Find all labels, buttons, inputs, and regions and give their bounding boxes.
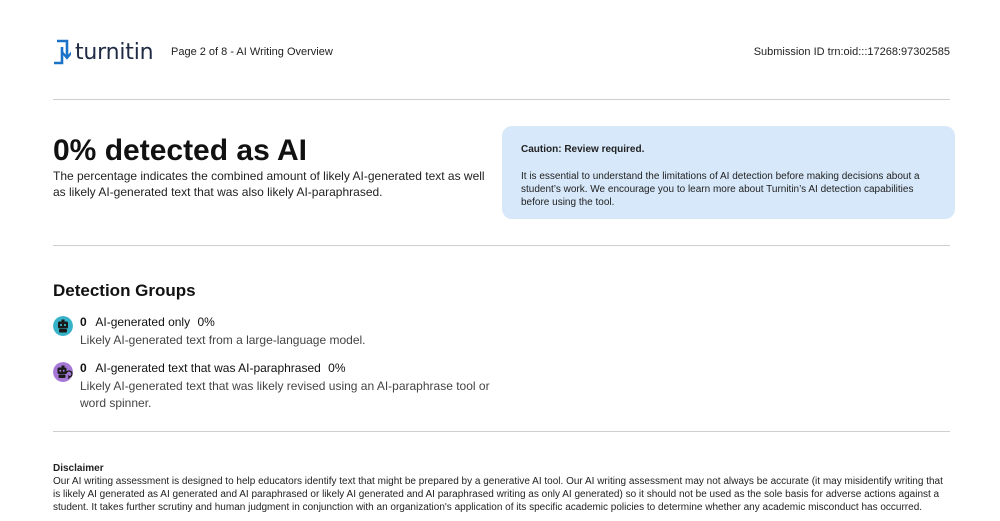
group-description: Likely AI-generated text from a large-language model. [80, 333, 366, 347]
disclaimer-body: Our AI writing assessment is designed to help educators identify text that might be prepared by a generative AI tool. Our AI writing assessment may not always be accurate (it may misidentify writing that is likely AI generated as AI generated and AI paraphrased or likely AI generated and AI paraphrased writing as only AI generated) so it should not be used as the sole basis for adverse actions against a student. It takes further scrutiny and human judgment in conjunction with an organization's application of its specific academic policies to determine whether any academic misconduct has occurred. [53, 476, 943, 513]
divider [53, 99, 950, 100]
group-count: 0 [80, 315, 87, 329]
logo-text: turnitin [75, 39, 154, 65]
group-description: Likely AI-generated text that was likely revised using an AI-paraphrase tool or word spinner. [80, 379, 490, 410]
group-percent: 0% [197, 315, 215, 329]
disclaimer [53, 462, 950, 514]
caution-body: It is essential to understand the limitations of AI detection before making decisions about a student’s work. We encourage you to learn more about Turnitin’s AI detection capabilities before using the tool. [521, 171, 920, 208]
ai-detection-headline: 0% detected as AI [53, 134, 307, 167]
divider [53, 431, 950, 432]
group-percent: 0% [328, 361, 346, 375]
submission-id: Submission ID trn:oid:::17268:97302585 [753, 46, 950, 58]
caution-title: Caution: Review required. [521, 144, 645, 155]
disclaimer-title: Disclaimer [53, 463, 104, 474]
divider [53, 245, 950, 246]
group-label: AI-generated only [95, 315, 191, 329]
paraphrase-robot-icon [53, 362, 73, 382]
page-info: Page 2 of 8 - AI Writing Overview [171, 46, 333, 58]
robot-icon [53, 316, 73, 336]
turnitin-logo-icon [53, 38, 71, 66]
turnitin-logo [53, 38, 153, 66]
group-count: 0 [80, 361, 87, 375]
detection-groups-title: Detection Groups [53, 281, 196, 300]
page-header [53, 38, 950, 68]
ai-detection-description: The percentage indicates the combined amount of likely AI-generated text as well as likely AI-generated text that was also likely AI-paraphrased. [53, 169, 485, 199]
caution-box [502, 126, 955, 219]
group-label: AI-generated text that was AI-paraphrased [95, 361, 321, 375]
